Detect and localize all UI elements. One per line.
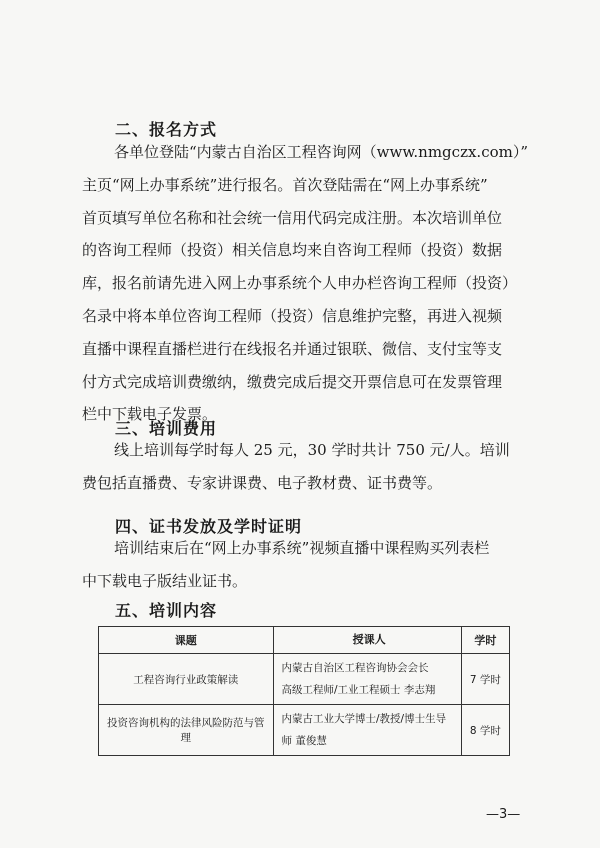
table-header-row [99, 627, 510, 654]
lecturer-line: 师 董俊慧 [281, 735, 327, 747]
lecturer-line: 高级工程师/工业工程硕士 李志翔 [281, 684, 436, 696]
column-header-topic: 课题 [99, 627, 274, 654]
text-line: 直播中课程直播栏进行在线报名并通过银联、微信、支付宝等支 [82, 339, 503, 358]
text-line: 培训结束后在“网上办事系统”视频直播中课程购买列表栏 [114, 539, 490, 557]
text-line: 费包括直播费、专家讲课费、电子教材费、证书费等。 [82, 473, 443, 492]
column-header-lecturer: 授课人 [273, 627, 461, 654]
page-number: —3— [486, 807, 521, 822]
column-header-hours: 学时 [461, 627, 509, 654]
text-line: 各单位登陆“内蒙古自治区工程咨询网（www.nmgczx.com）” [114, 143, 529, 161]
section-heading-certificate: 四、证书发放及学时证明 [115, 517, 303, 536]
cell-topic: 工程咨询行业政策解读 [99, 654, 274, 705]
cell-topic: 投资咨询机构的法律风险防范与管理 [99, 705, 274, 756]
text-line: 主页“网上办事系统”进行报名。首次登陆需在“网上办事系统” [82, 175, 488, 194]
text-line: 库，报名前请先进入网上办事系统个人申办栏咨询工程师（投资） [82, 274, 518, 293]
cell-lecturer [273, 654, 461, 705]
section-heading-fees: 三、培训费用 [115, 419, 218, 438]
section-heading-content: 五、培训内容 [115, 601, 218, 620]
paragraph-fees [82, 434, 518, 500]
text-line: 名录中将本单位咨询工程师（投资）信息维护完整，再进入视频 [82, 306, 503, 325]
text-line: 首页填写单位名称和社会统一信用代码完成注册。本次培训单位 [82, 208, 503, 227]
text-line: 中下载电子版结业证书。 [82, 571, 248, 590]
text-line: 付方式完成培训费缴纳，缴费完成后提交开票信息可在发票管理 [82, 372, 503, 391]
table-row [99, 705, 510, 756]
lecturer-line: 内蒙古自治区工程咨询协会会长 [281, 662, 429, 674]
paragraph-certificate [82, 532, 518, 598]
text-line: 栏中下载电子发票。 [82, 405, 218, 424]
training-content-table [98, 626, 510, 756]
paragraph-registration [82, 136, 529, 431]
cell-hours: 7 学时 [461, 654, 509, 705]
text-line: 的咨询工程师（投资）相关信息均来自咨询工程师（投资）数据 [82, 241, 503, 260]
cell-lecturer [273, 705, 461, 756]
cell-hours: 8 学时 [461, 705, 509, 756]
text-line: 线上培训每学时每人 25 元，30 学时共计 750 元/人。培训 [114, 441, 510, 459]
section-heading-registration: 二、报名方式 [115, 120, 218, 139]
lecturer-line: 内蒙古工业大学博士/教授/博士生导 [281, 713, 447, 725]
table-row [99, 654, 510, 705]
